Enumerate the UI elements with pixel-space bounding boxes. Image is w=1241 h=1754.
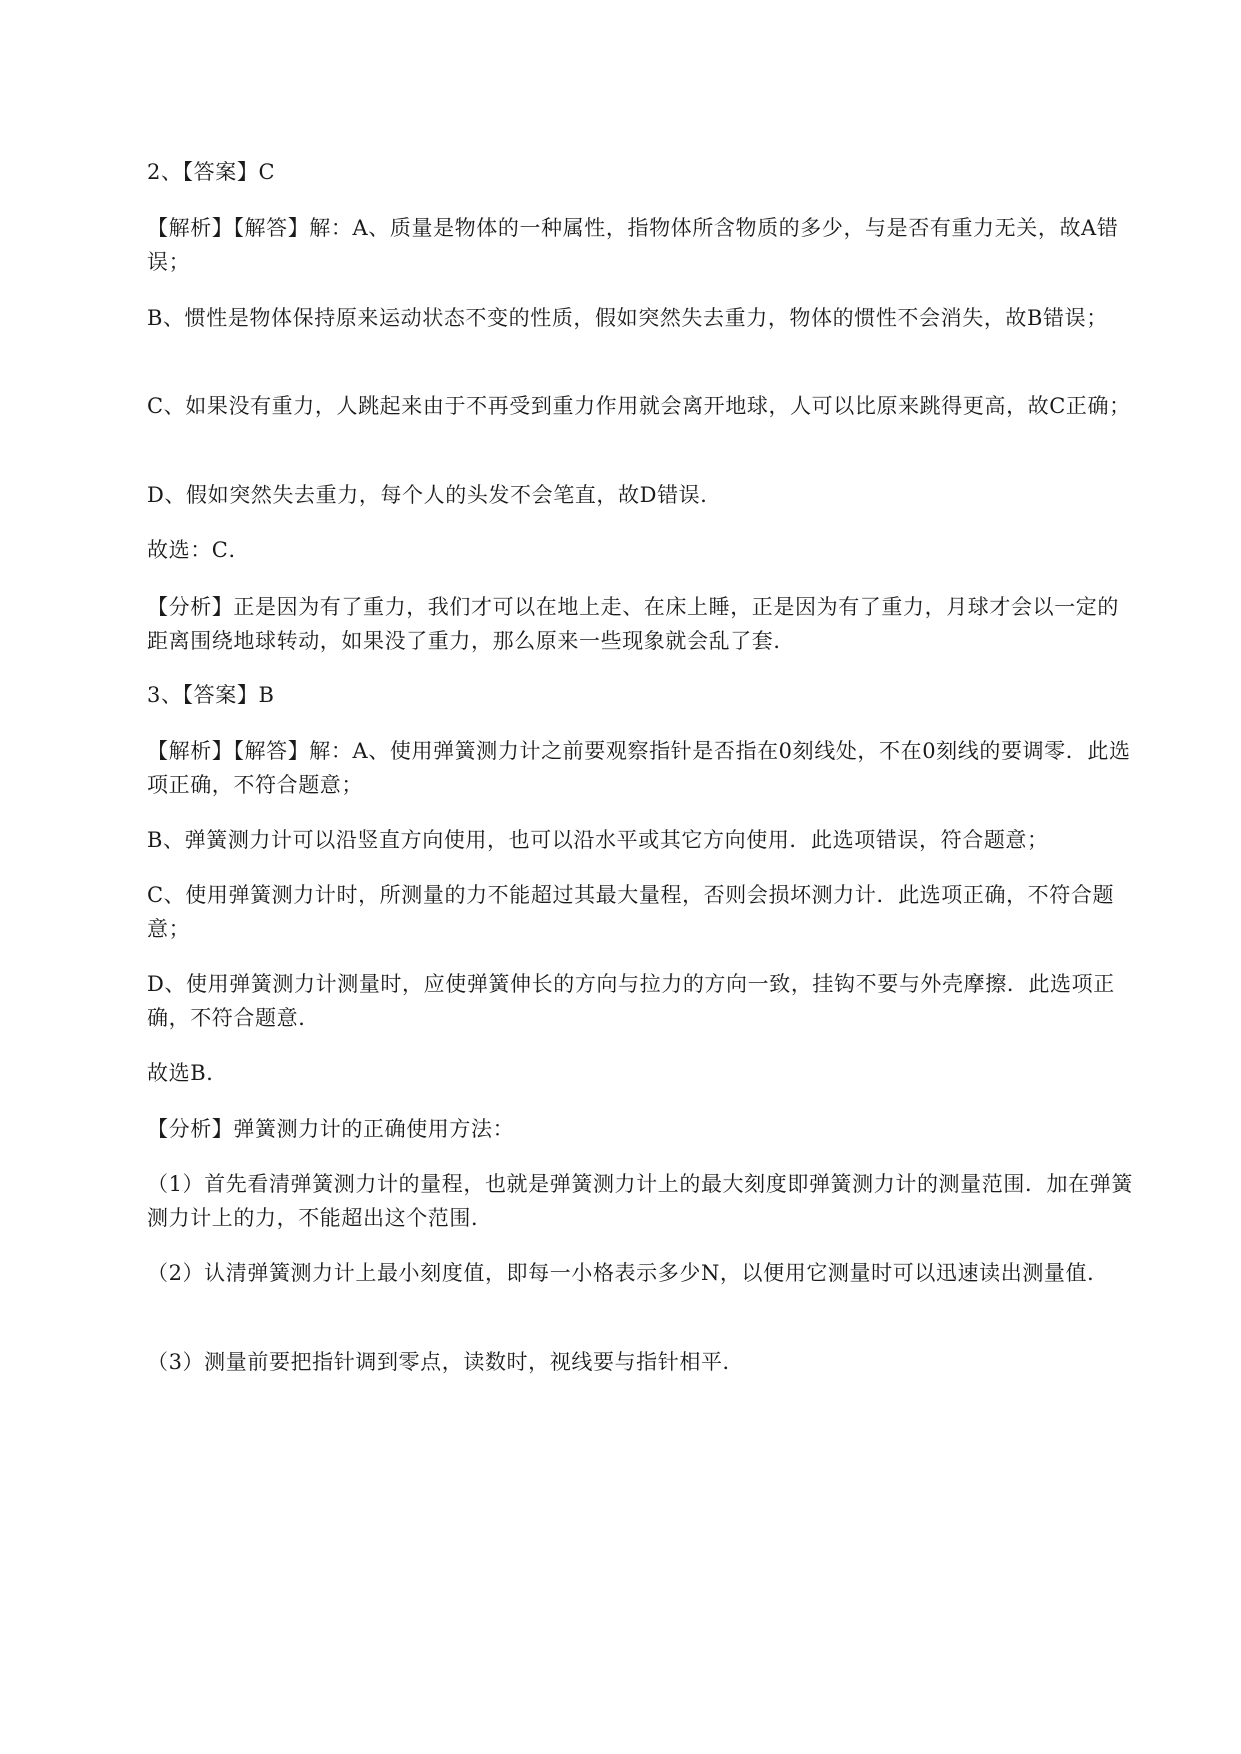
- answer-2-explanation-b: B、惯性是物体保持原来运动状态不变的性质，假如突然失去重力，物体的惯性不会消失，故B错误；: [147, 306, 1108, 330]
- answer-3-explanation-b: B、弹簧测力计可以沿竖直方向使用，也可以沿水平或其它方向使用．此选项错误，符合题意；: [147, 828, 1049, 852]
- answer-2-analysis: 【分析】正是因为有了重力，我们才可以在地上走、在床上睡，正是因为有了重力，月球才会以一定的距离围绕地球转动，如果没了重力，那么原来一些现象就会乱了套．: [147, 595, 1119, 653]
- answer-2-explanation-d: D、假如突然失去重力，每个人的头发不会笔直，故D错误．: [147, 483, 722, 507]
- answer-2-heading: 2、【答案】C: [147, 160, 276, 184]
- answer-3-selection: 故选B．: [147, 1061, 228, 1085]
- answer-3-analysis-point-1: （1）首先看清弹簧测力计的量程，也就是弹簧测力计上的最大刻度即弹簧测力计的测量范围．加在弹簧测力计上的力，不能超出这个范围．: [147, 1172, 1133, 1230]
- answer-3-heading: 3、【答案】B: [147, 683, 275, 707]
- answer-3-explanation-d: D、使用弹簧测力计测量时，应使弹簧伸长的方向与拉力的方向一致，挂钩不要与外壳摩擦．此选项正确，不符合题意．: [147, 972, 1115, 1030]
- answer-3-explanation-a: 【解析】【解答】解：A、使用弹簧测力计之前要观察指针是否指在0刻线处，不在0刻线的要调零．此选项正确，不符合题意；: [147, 739, 1131, 797]
- answer-2-explanation-c: C、如果没有重力，人跳起来由于不再受到重力作用就会离开地球，人可以比原来跳得更高，故C正确；: [147, 394, 1131, 418]
- answer-2-explanation-a: 【解析】【解答】解：A、质量是物体的一种属性，指物体所含物质的多少，与是否有重力无关，故A错误；: [147, 216, 1119, 274]
- answer-3-explanation-c: C、使用弹簧测力计时，所测量的力不能超过其最大量程，否则会损坏测力计．此选项正确，不符合题意；: [147, 883, 1115, 941]
- answer-2-selection: 故选：C．: [147, 538, 251, 562]
- answer-3-analysis-point-3: （3）测量前要把指针调到零点，读数时，视线要与指针相平．: [147, 1350, 745, 1374]
- answer-3-analysis-heading: 【分析】弹簧测力计的正确使用方法：: [147, 1117, 515, 1141]
- answer-3-analysis-point-2: （2）认清弹簧测力计上最小刻度值，即每一小格表示多少N，以便用它测量时可以迅速读出测量值．: [147, 1261, 1109, 1285]
